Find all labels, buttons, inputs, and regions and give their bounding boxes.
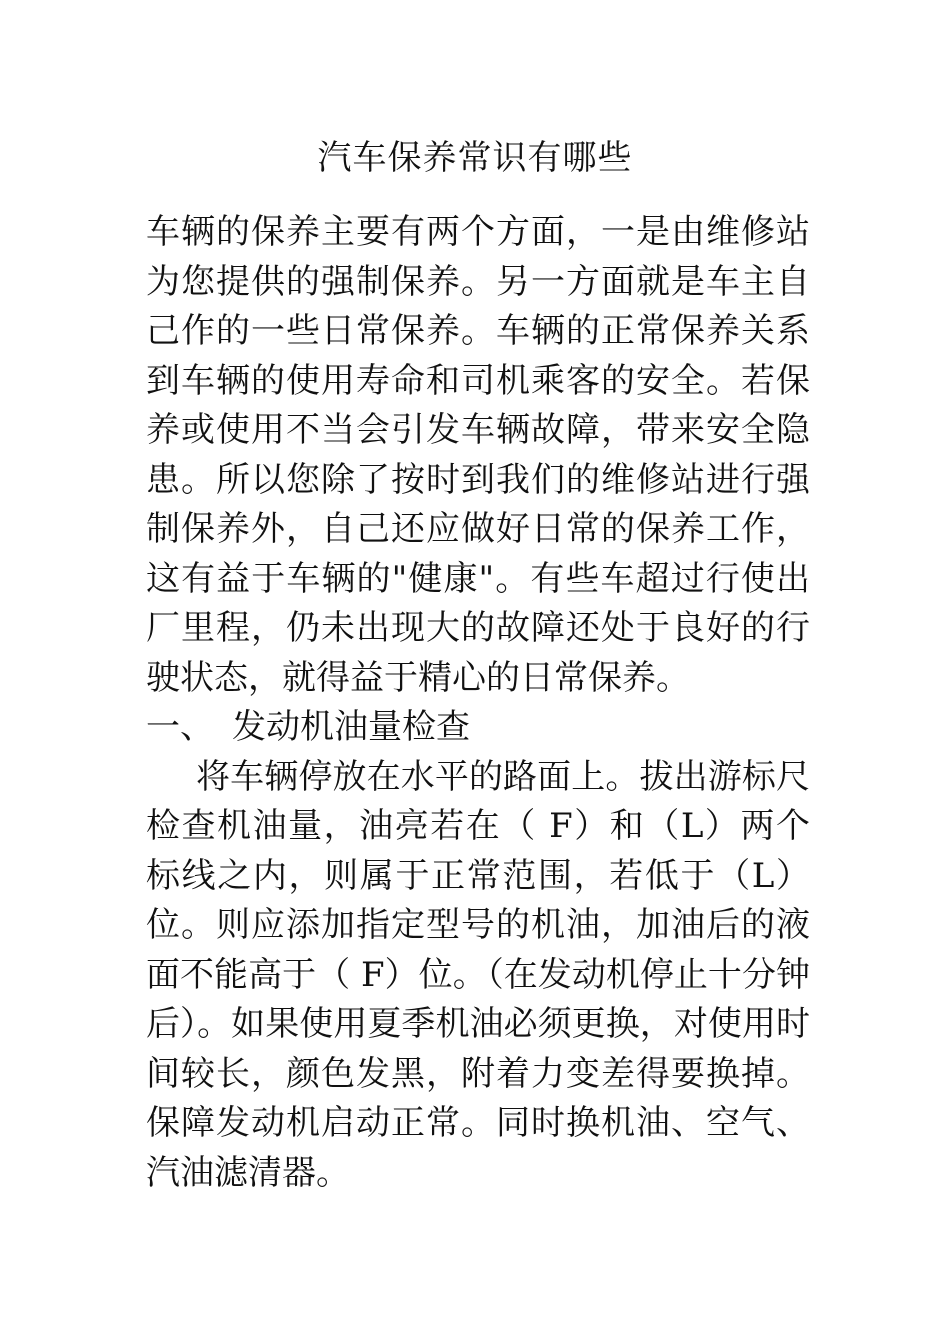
section-number: 一、 — [146, 707, 214, 747]
section-paragraph: 将车辆停放在水平的路面上。拔出游标尺检查机油量，油亮若在（ F）和（L）两个标线之内，则属于正常范围，若低于（L）位。则应添加指定型号的机油，加油后的液面不能高于（ F）位。（在发动机停止十分钟后）。如果使用夏季机油必须更换，对使用时间较长，颜色发黑，附着力变差得要换掉。保障发动机启动正常。同时换机油、空气、汽油滤清器。 — [146, 756, 810, 1193]
section-heading — [146, 703, 810, 753]
intro-paragraph: 车辆的保养主要有两个方面，一是由维修站为您提供的强制保养。另一方面就是车主自己作的一些日常保养。车辆的正常保养关系到车辆的使用寿命和司机乘客的安全。若保养或使用不当会引发车辆故障，带来安全隐患。所以您除了按时到我们的维修站进行强制保养外，自己还应做好日常的保养工作，这有益于车辆的"健康"。有些车超过行使出厂里程，仍未出现大的故障还处于良好的行驶状态，就得益于精心的日常保养。 — [146, 212, 810, 698]
document-body — [146, 208, 810, 1198]
document-title: 汽车保养常识有哪些 — [317, 138, 633, 178]
section-heading-text: 发动机油量检查 — [232, 707, 470, 747]
